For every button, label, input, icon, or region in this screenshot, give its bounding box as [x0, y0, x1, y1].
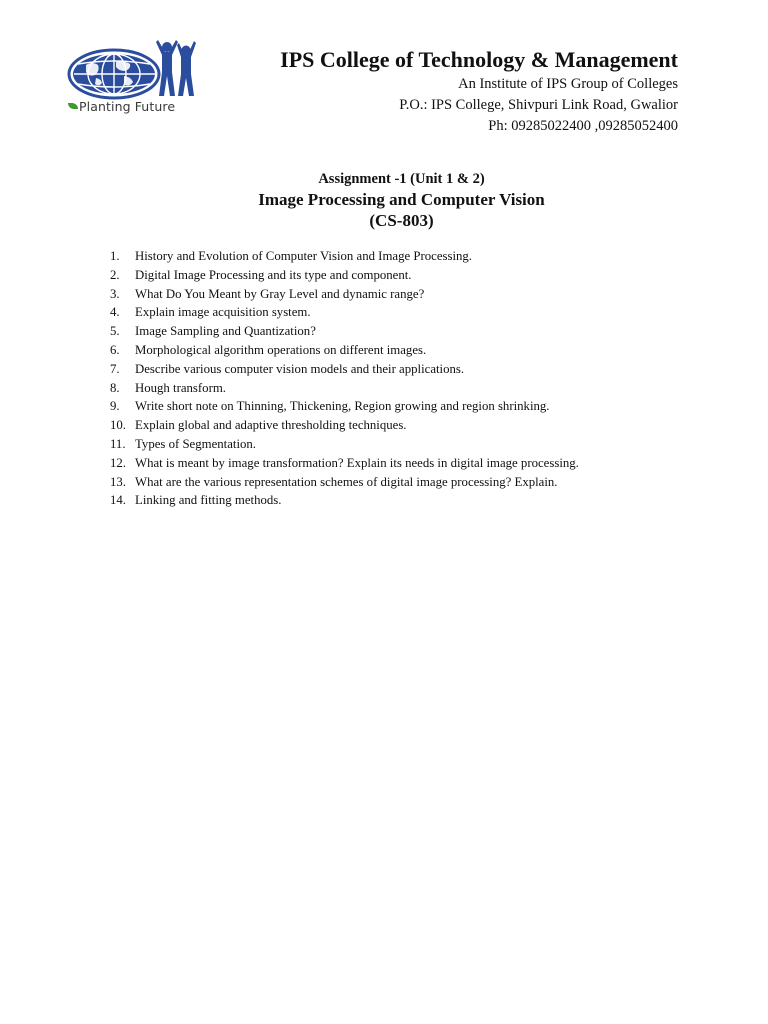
tagline-text: Planting Future: [79, 99, 176, 114]
question-text: Explain global and adaptive thresholding techniques.: [135, 418, 407, 433]
question-number: 4.: [110, 305, 120, 320]
institute-line: An Institute of IPS Group of Colleges: [458, 76, 678, 92]
question-item: [110, 473, 579, 492]
question-text: Digital Image Processing and its type and component.: [135, 267, 412, 282]
question-item: [110, 247, 579, 266]
question-text: What Do You Meant by Gray Level and dynamic range?: [135, 286, 425, 301]
question-item: [110, 491, 579, 510]
subject-title: Image Processing and Computer Vision: [258, 190, 545, 209]
question-number: 3.: [110, 286, 120, 301]
question-list: [110, 247, 579, 510]
question-text: Explain image acquisition system.: [135, 305, 311, 320]
question-number: 14.: [110, 493, 126, 508]
question-item: [110, 360, 579, 379]
address-line: P.O.: IPS College, Shivpuri Link Road, Gwalior: [399, 97, 678, 113]
question-number: 12.: [110, 455, 126, 470]
question-text: Write short note on Thinning, Thickening, Region growing and region shrinking.: [135, 399, 550, 414]
college-tagline: [68, 99, 175, 114]
question-number: 13.: [110, 474, 126, 489]
leaf-icon: [68, 103, 78, 109]
question-text: Hough transform.: [135, 380, 226, 395]
question-number: 5.: [110, 324, 120, 339]
question-text: What is meant by image transformation? Explain its needs in digital image processing.: [135, 455, 579, 470]
question-number: 9.: [110, 399, 120, 414]
question-text: History and Evolution of Computer Vision and Image Processing.: [135, 249, 473, 263]
assignment-title-block: [0, 170, 768, 231]
question-number: 2.: [110, 267, 120, 282]
letterhead: [280, 46, 678, 137]
question-text: Types of Segmentation.: [135, 436, 257, 451]
question-item: [110, 341, 579, 360]
question-item: [110, 285, 579, 304]
question-text: Linking and fitting methods.: [135, 493, 282, 508]
question-number: 10.: [110, 418, 126, 433]
question-item: [110, 454, 579, 473]
question-text: Describe various computer vision models and their applications.: [135, 361, 465, 376]
question-number: 8.: [110, 380, 120, 395]
question-text: Morphological algorithm operations on different images.: [135, 342, 427, 357]
question-item: [110, 416, 579, 435]
question-number: 7.: [110, 361, 120, 376]
question-text: What are the various representation schemes of digital image processing? Explain.: [135, 474, 558, 489]
question-item: [110, 397, 579, 416]
question-number: 11.: [110, 436, 126, 451]
college-name: IPS College of Technology & Management: [280, 47, 678, 72]
question-item: [110, 266, 579, 285]
course-code: (CS-803): [369, 211, 434, 230]
question-item: [110, 435, 579, 454]
question-item: [110, 303, 579, 322]
question-item: [110, 379, 579, 398]
question-text: Image Sampling and Quantization?: [135, 324, 316, 339]
question-number: 6.: [110, 342, 120, 357]
question-item: [110, 322, 579, 341]
question-number: 1.: [110, 249, 120, 263]
assignment-heading: Assignment -1 (Unit 1 & 2): [318, 171, 485, 187]
phone-line: Ph: 09285022400 ,09285052400: [488, 118, 678, 134]
